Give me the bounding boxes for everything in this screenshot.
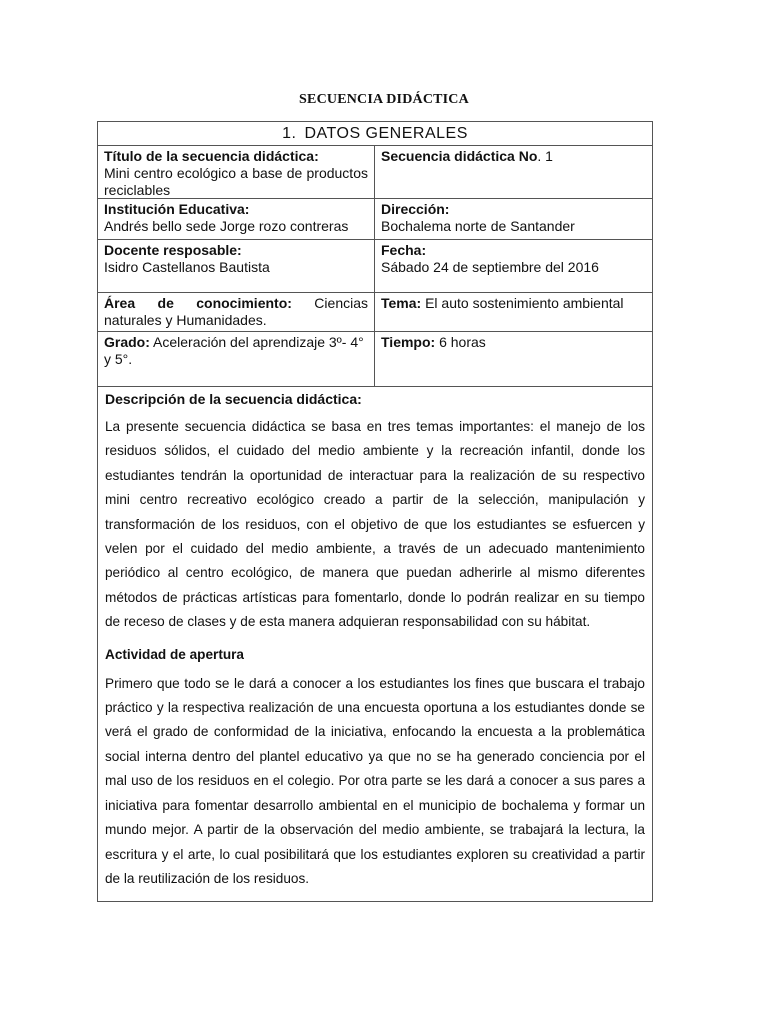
description-cell: [98, 387, 652, 901]
field-value: Ciencias naturales y Humanidades.: [104, 295, 368, 328]
cell-fecha: [375, 240, 652, 292]
cell-direccion: [375, 199, 652, 239]
section-label: DATOS GENERALES: [304, 124, 468, 142]
field-value: El auto sostenimiento ambiental: [421, 295, 624, 311]
field-label: Grado:: [104, 334, 150, 350]
section-header: [98, 122, 652, 145]
cell-titulo: [98, 146, 375, 198]
cell-tiempo: [375, 332, 652, 386]
cell-area: [98, 293, 375, 331]
description-text: La presente secuencia didáctica se basa en tres temas importantes: el manejo de los residuos sólidos, el cuidado del medio ambiente y la recreación infantil, donde los estudiantes tendrán la oportunidad de interactuar para la realización de su respectivo mini centro recreativo ecológico creado a partir de la selección, manipulación y transformación de los residuos, con el objetivo de que los estudiantes se esfuercen y velen por el cuidado del medio ambiente, a través de un adecuado mantenimiento periódico al centro ecológico, de manera que puedan adherirle al mismo diferentes métodos de prácticas artísticas para fomentarlo, donde lo podrán realizar en su tiempo de receso de clases y de esta manera adquieran responsabilidad con su hábitat.: [105, 419, 645, 630]
field-value: Isidro Castellanos Bautista: [104, 259, 270, 275]
datos-generales-table: [97, 121, 653, 902]
field-label: Área de conocimiento:: [104, 295, 292, 311]
cell-grado: [98, 332, 375, 386]
document-title: SECUENCIA DIDÁCTICA: [299, 92, 469, 107]
field-label: Título de la secuencia didáctica:: [104, 148, 319, 164]
description-label: Descripción de la secuencia didáctica:: [105, 391, 362, 407]
field-label: Fecha:: [381, 242, 427, 258]
table-row: [98, 239, 652, 292]
section-number: 1.: [282, 124, 297, 142]
table-row: [98, 198, 652, 239]
table-row: [98, 145, 652, 198]
field-label: Docente resposable:: [104, 242, 242, 258]
field-value: Mini centro ecológico a base de productos reciclables: [104, 165, 368, 198]
cell-docente: [98, 240, 375, 292]
field-value: Sábado 24 de septiembre del 2016: [381, 259, 599, 275]
field-label: Secuencia didáctica No: [381, 148, 538, 164]
field-value: Aceleración del aprendizaje 3º- 4° y 5°.: [104, 334, 364, 367]
field-label: Tiempo:: [381, 334, 436, 350]
field-label: Tema:: [381, 295, 422, 311]
field-value: Bochalema norte de Santander: [381, 218, 575, 234]
field-label: Institución Educativa:: [104, 201, 250, 217]
table-row: [98, 292, 652, 331]
field-value: 6 horas: [435, 334, 486, 350]
field-value: Andrés bello sede Jorge rozo contreras: [104, 218, 349, 234]
cell-tema: [375, 293, 652, 331]
cell-institucion: [98, 199, 375, 239]
opening-activity-label: Actividad de apertura: [105, 646, 244, 662]
table-row: [98, 331, 652, 386]
opening-activity-text: Primero que todo se le dará a conocer a los estudiantes los fines que buscara el trabajo práctico y la respectiva realización de una encuesta oportuna a los estudiantes donde se verá el grado de conformidad de la iniciativa, enfocando la encuesta a la problemática social interna dentro del plantel educativo ya que no se ha generado conciencia por el mal uso de los residuos en el colegio. Por otra parte se les dará a conocer a sus pares a iniciativa para fomentar desarrollo ambiental en el municipio de bochalema y formar un mundo mejor. A partir de la observación del medio ambiente, se trabajará la lectura, la escritura y el arte, lo cual posibilitará que los estudiantes exploren su creatividad a partir de la reutilización de los residuos.: [105, 675, 645, 886]
field-value: . 1: [537, 148, 553, 164]
table-row: [98, 386, 652, 901]
field-label: Dirección:: [381, 201, 450, 217]
cell-secuencia-no: [375, 146, 652, 198]
